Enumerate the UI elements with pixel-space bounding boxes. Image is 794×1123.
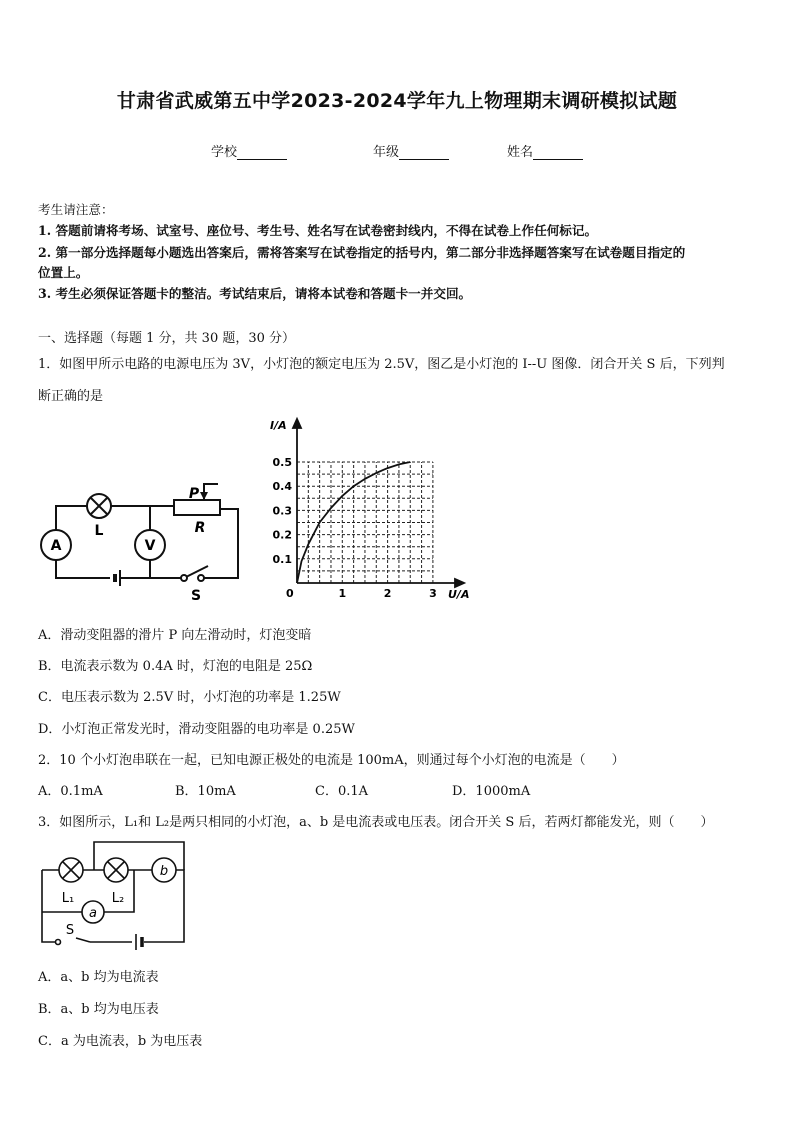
slider-label: P — [188, 486, 200, 502]
y-tick-label: 0.5 — [272, 456, 292, 469]
lamp-label: L — [94, 523, 104, 539]
meter-b-label: b — [159, 864, 169, 879]
y-tick-label: 0.1 — [272, 552, 292, 566]
q1-stem: 1．如图甲所示电路的电源电压为 3V，小灯泡的额定电压为 2.5V，图乙是小灯泡的 I--U 图像．闭合开关 S 后，下列判 — [38, 357, 725, 372]
q3-option-b[interactable]: B．a、b 均为电压表 — [38, 1002, 159, 1017]
x-tick-label: 2 — [383, 587, 392, 600]
name-field[interactable] — [507, 141, 583, 160]
q3-option-a[interactable]: A．a、b 均为电流表 — [38, 970, 159, 985]
page-title: 甘肃省武威第五中学2023-2024学年九上物理期末调研模拟试题 — [116, 90, 678, 112]
l2-label: L₂ — [111, 891, 125, 906]
x-axis-label: U/A — [448, 588, 470, 601]
q3-stem: 3．如图所示，L₁和 L₂是两只相同的小灯泡，a、b 是电流表或电压表。闭合开关 S 后，若两灯都能发光，则（ ） — [38, 815, 714, 830]
voltmeter-label: V — [144, 538, 156, 554]
y-axis-arrow — [293, 419, 301, 428]
q1-option-d[interactable]: D．小灯泡正常发光时，滑动变阻器的电功率是 0.25W — [38, 722, 355, 737]
origin-label: 0 — [286, 587, 294, 600]
switch-label: S — [190, 588, 202, 604]
l1-label: L₁ — [61, 891, 75, 906]
school-blank[interactable] — [237, 147, 287, 160]
grade-label: 年级 — [373, 145, 400, 160]
notice-item: 1. 答题前请将考场、试室号、座位号、考生号、姓名写在试卷密封线内，不得在试卷上作任何标记。 — [38, 223, 598, 238]
q2-option-a[interactable]: A．0.1mA — [38, 784, 103, 799]
section-heading: 一、选择题（每题 1 分，共 30 题，30 分） — [38, 331, 296, 346]
notice-item: 位置上。 — [38, 265, 89, 280]
q1-option-c[interactable]: C．电压表示数为 2.5V 时，小灯泡的功率是 1.25W — [38, 690, 341, 705]
rheostat-label: R — [194, 520, 206, 536]
school-label: 学校 — [211, 145, 238, 160]
school-field[interactable] — [211, 141, 287, 160]
notice-heading: 考生请注意： — [38, 202, 114, 217]
switch-label: S — [65, 923, 75, 938]
grade-field[interactable] — [373, 141, 449, 160]
q2-stem: 2．10 个小灯泡串联在一起，已知电源正极处的电流是 100mA，则通过每个小灯泡的电流是（ ） — [38, 753, 625, 768]
y-tick-label: 0.3 — [272, 504, 292, 518]
ammeter-label: A — [50, 538, 62, 554]
iu-chart — [262, 415, 476, 605]
y-tick-label: 0.2 — [272, 528, 292, 542]
q2-option-d[interactable]: D．1000mA — [452, 784, 531, 799]
q2-option-b[interactable]: B．10mA — [175, 784, 236, 799]
q3-option-c[interactable]: C．a 为电流表，b 为电压表 — [38, 1034, 203, 1049]
notice-item: 3. 考生必须保证答题卡的整洁。考试结束后，请将本试卷和答题卡一并交回。 — [38, 286, 472, 301]
meter-a-label: a — [89, 906, 97, 921]
q1-circuit-diagram — [36, 478, 246, 608]
y-axis-label: I/A — [270, 419, 287, 432]
q3-circuit-diagram — [36, 838, 196, 960]
notice-item: 2. 第一部分选择题每小题选出答案后，需将答案写在试卷指定的括号内，第二部分非选择题答案写在试卷题目指定的 — [38, 245, 686, 260]
q1-option-b[interactable]: B．电流表示数为 0.4A 时，灯泡的电阻是 25Ω — [38, 659, 313, 674]
grade-blank[interactable] — [399, 147, 449, 160]
x-tick-label: 3 — [429, 587, 437, 600]
name-label: 姓名 — [507, 145, 534, 160]
y-tick-label: 0.4 — [272, 480, 292, 494]
x-tick-label: 1 — [338, 587, 347, 600]
q1-stem: 断正确的是 — [38, 389, 104, 404]
q2-option-c[interactable]: C．0.1A — [315, 784, 369, 799]
q1-option-a[interactable]: A．滑动变阻器的滑片 P 向左滑动时，灯泡变暗 — [38, 628, 312, 643]
x-axis-arrow — [455, 579, 464, 587]
name-blank[interactable] — [533, 147, 583, 160]
